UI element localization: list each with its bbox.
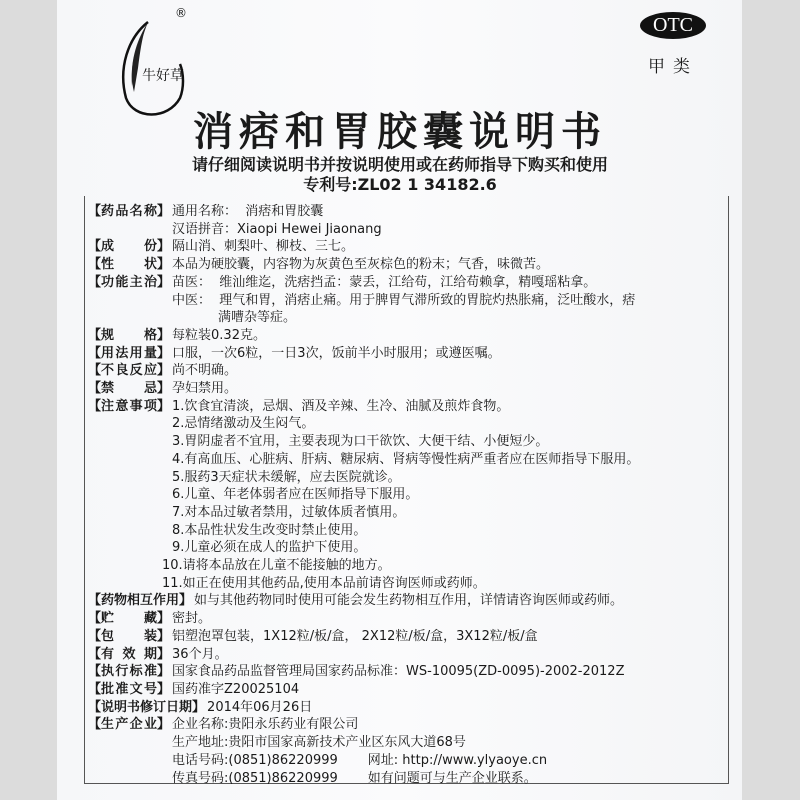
row-appearance <box>88 256 639 274</box>
row-expiry <box>88 646 639 664</box>
otc-badge: OTC <box>640 12 706 39</box>
row-manufacturer <box>88 716 639 734</box>
precaution-item: 7.对本品过敏者禁用，过敏体质者慎用。 <box>172 504 406 520</box>
section-label: 【 不良反应 】 <box>88 363 171 379</box>
label-text: 禁忌 <box>101 381 158 397</box>
label-text: 成份 <box>101 239 158 255</box>
dosage-text: 口服，一次6粒，一日3次，饭前半小时服用；或遵医嘱。 <box>172 345 501 361</box>
section-label: 【 包装 】 <box>88 628 171 644</box>
section-label: 【 规格 】 <box>88 327 171 343</box>
precaution-item: 5.服药3天症状未缓解，应去医院就诊。 <box>172 469 401 485</box>
label-text: 规格 <box>101 327 158 343</box>
section-label: 【 执行标准 】 <box>88 664 171 680</box>
approval-text: 国药准字Z20025104 <box>172 681 300 697</box>
section-label: 【 注意事项 】 <box>88 398 171 414</box>
precaution-item: 8.本品性状发生改变时禁止使用。 <box>172 522 367 538</box>
website-link[interactable]: 网址: http://www.ylyaoye.cn <box>367 752 548 768</box>
tcm-text: 中医： 理气和胃，消痞止痛。用于脾胃气滞所致的胃脘灼热胀痛，泛吐酸水，痞 <box>172 292 636 308</box>
label-text: 性状 <box>101 257 158 273</box>
row-tcm <box>88 292 639 310</box>
precaution-item: 2.忌情绪激动及生闷气。 <box>172 416 315 432</box>
precaution-item: 9.儿童必须在成人的监护下使用。 <box>172 540 367 556</box>
expiry-text: 36个月。 <box>172 646 228 662</box>
section-label: 【 药品名称 】 <box>88 204 171 219</box>
subtitle: 请仔细阅读说明书并按说明使用或在药师指导下购买和使用 <box>191 155 608 174</box>
page-title: 消痞和胃胶囊说明书 <box>193 109 607 155</box>
precaution-item: 3.胃阴虚者不宜用，主要表现为口干欲饮、大便干结、小便短少。 <box>172 434 549 450</box>
section-label: 【 用法用量 】 <box>88 345 171 361</box>
row-ingredients <box>88 238 639 256</box>
section-label: 【 说明书修订日期 】 <box>88 699 206 715</box>
fax-number: 传真号码:(0851)86220999 <box>172 770 338 786</box>
appearance-text: 本品为硬胶囊，内容物为灰黄色至灰棕色的粉末；气香，味微苦。 <box>172 257 550 273</box>
row-tcm-cont <box>88 309 639 327</box>
label-text: 功能主治 <box>101 274 158 290</box>
section-label: 【 生产企业 】 <box>88 717 171 733</box>
registered-mark: ® <box>175 6 187 20</box>
section-label: 【 成份 】 <box>88 239 171 255</box>
section-label: 【 功能主治 】 <box>88 274 171 290</box>
label-text: 注意事项 <box>101 398 158 414</box>
section-label: 【 药物相互作用 】 <box>88 593 193 609</box>
contact-note: 如有问题可与生产企业联系。 <box>367 770 537 786</box>
row-spec <box>88 327 639 345</box>
section-label: 【 有效期 】 <box>88 646 171 662</box>
label-text: 药物相互作用 <box>101 593 180 609</box>
row-adverse <box>88 362 639 380</box>
row-fax <box>88 770 639 788</box>
label-text: 生产企业 <box>101 717 158 733</box>
row-contra <box>88 380 639 398</box>
label-text: 贮藏 <box>101 611 158 627</box>
phone-number: 电话号码:(0851)86220999 <box>172 752 338 768</box>
row-phone <box>88 752 639 770</box>
label-text: 药品名称 <box>101 204 158 219</box>
company-address: 生产地址:贵阳市国家高新技术产业区东风大道68号 <box>172 735 466 751</box>
precaution-item: 11.如正在使用其他药品,使用本品前请咨询医师或药师。 <box>162 575 486 591</box>
row-indications <box>88 274 639 292</box>
label-text: 批准文号 <box>101 681 158 697</box>
row-storage <box>88 610 639 628</box>
generic-name: 通用名称： 消痞和胃胶囊 <box>172 204 324 219</box>
section-label: 【 性状 】 <box>88 257 171 273</box>
otc-class: 甲类 <box>648 57 698 77</box>
adverse-text: 尚不明确。 <box>172 363 238 379</box>
label-text: 执行标准 <box>101 664 158 680</box>
company-name: 企业名称:贵阳永乐药业有限公司 <box>172 717 359 733</box>
row-package <box>88 628 639 646</box>
row-name <box>88 203 639 221</box>
contra-text: 孕妇禁用。 <box>172 381 238 397</box>
precaution-item: 10.请将本品放在儿童不能接触的地方。 <box>162 558 391 574</box>
row-standard <box>88 663 639 681</box>
interactions-text: 如与其他药物同时使用可能会发生药物相互作用，详情请咨询医师或药师。 <box>194 593 624 609</box>
tcm-text-cont: 满嘈杂等症。 <box>218 310 297 326</box>
label-text: 有效期 <box>101 646 158 662</box>
package-text: 铝塑泡罩包装，1X12粒/板/盒， 2X12粒/板/盒，3X12粒/板/盒 <box>172 628 538 644</box>
pinyin-name: 汉语拼音：Xiaopi Hewei Jiaonang <box>172 221 382 237</box>
storage-text: 密封。 <box>172 611 212 627</box>
precaution-item: 6.儿童、年老体弱者应在医师指导下服用。 <box>172 487 419 503</box>
svg-text:牛好草: 牛好草 <box>142 68 184 84</box>
row-pinyin <box>88 221 639 239</box>
label-text: 用法用量 <box>101 345 158 361</box>
label-text: 包装 <box>101 628 158 644</box>
section-label: 【 批准文号 】 <box>88 681 171 697</box>
precaution-item: 1.饮食宜清淡，忌烟、酒及辛辣、生冷、油腻及煎炸食物。 <box>172 398 510 414</box>
leaflet-body <box>88 203 639 787</box>
standard-text: 国家食品药品监督管理局国家药品标准：WS-10095(ZD-0095)-2002-2012Z <box>172 664 625 680</box>
label-text: 说明书修订日期 <box>101 699 193 715</box>
section-label: 【 贮藏 】 <box>88 611 171 627</box>
row-approval <box>88 681 639 699</box>
row-precautions <box>88 398 639 416</box>
revision-date: 2014年06月26日 <box>207 699 313 715</box>
row-dosage <box>88 345 639 363</box>
label-text: 不良反应 <box>101 363 158 379</box>
section-label: 【 禁忌 】 <box>88 381 171 397</box>
spec-text: 每粒装0.32克。 <box>172 327 266 343</box>
precaution-item: 4.有高血压、心脏病、肝病、糖尿病、肾病等慢性病严重者应在医师指导下服用。 <box>172 451 640 467</box>
patent-number: 专利号:ZL02 1 34182.6 <box>303 175 497 194</box>
ingredients-text: 隔山消、刺梨叶、柳枝、三七。 <box>172 239 355 255</box>
row-revision <box>88 699 639 717</box>
miao-text: 苗医： 维汕维迄，洗痞挡孟：蒙丢，江给苟，江给苟赖拿，精嘎瑶粘拿。 <box>172 274 597 290</box>
row-interactions <box>88 592 639 610</box>
